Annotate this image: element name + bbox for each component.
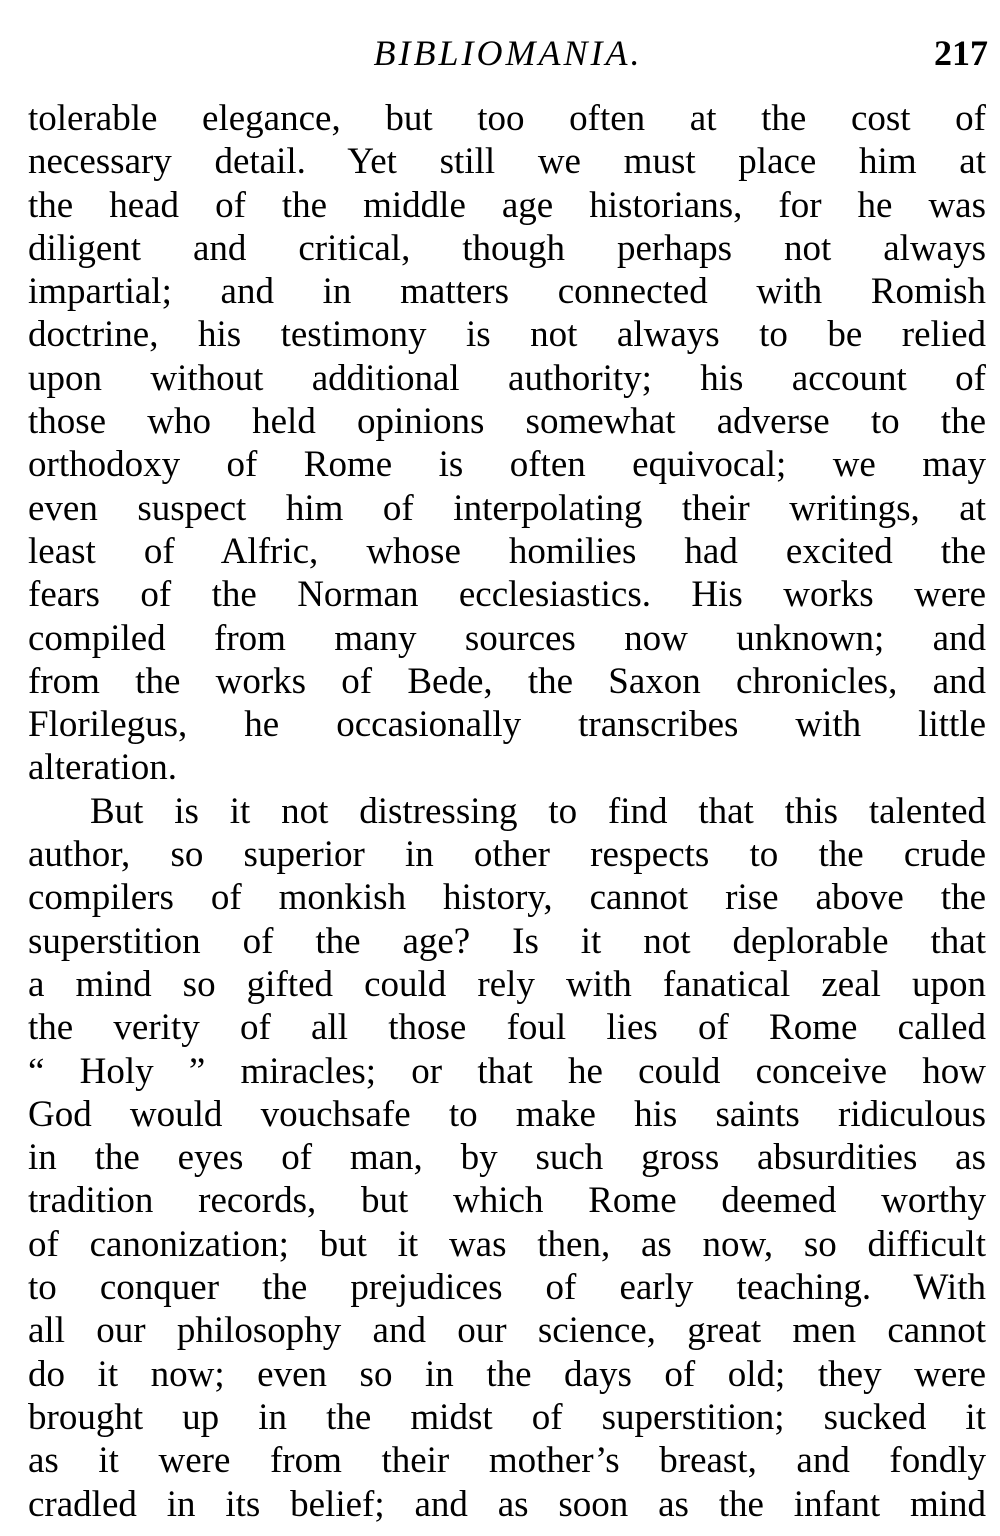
text-line: But is it not distressing to find that this talented <box>90 790 986 832</box>
text-line: orthodoxy of Rome is often equivocal; we may <box>28 444 986 486</box>
text-line: cradled in its belief; and as soon as the infant mind <box>28 1483 986 1525</box>
text-line: in the eyes of man, by such gross absurdities as <box>28 1137 986 1179</box>
page-number: 217 <box>934 33 988 73</box>
text-line: least of Alfric, whose homilies had excited the <box>28 530 986 572</box>
text-line: author, so superior in other respects to the crude <box>28 834 986 876</box>
body-text <box>28 97 986 1526</box>
text-line: alteration. <box>28 747 177 789</box>
text-line: Florilegus, he occasionally transcribes with little <box>28 704 986 746</box>
text-line: fears of the Norman ecclesiastics. His works were <box>28 574 986 616</box>
paragraph-2 <box>28 790 986 1526</box>
text-line: tradition records, but which Rome deemed worthy <box>28 1180 986 1222</box>
text-line: even suspect him of interpolating their writings, at <box>28 487 986 529</box>
paragraph-1 <box>28 97 986 790</box>
running-title: BIBLIOMANIA. <box>373 33 643 73</box>
text-line: compilers of monkish history, cannot rise above the <box>28 877 986 919</box>
text-line: as it were from their mother’s breast, and fondly <box>28 1440 986 1482</box>
running-head <box>28 28 988 78</box>
text-line: superstition of the age? Is it not deplorable that <box>28 920 986 962</box>
text-line: a mind so gifted could rely with fanatical zeal upon <box>28 963 986 1005</box>
text-line: God would vouchsafe to make his saints ridiculous <box>28 1093 986 1135</box>
text-line: do it now; even so in the days of old; they were <box>28 1353 986 1395</box>
text-line: compiled from many sources now unknown; and <box>28 617 986 659</box>
text-line: all our philosophy and our science, great men cannot <box>28 1310 986 1352</box>
text-line: those who held opinions somewhat adverse to the <box>28 401 986 443</box>
text-line: brought up in the midst of superstition; sucked it <box>28 1396 986 1438</box>
text-line: doctrine, his testimony is not always to be relied <box>28 314 986 356</box>
text-line: from the works of Bede, the Saxon chronicles, and <box>28 660 986 702</box>
text-line: upon without additional authority; his account of <box>28 357 986 399</box>
text-line: tolerable elegance, but too often at the cost of <box>28 98 986 139</box>
text-line: of canonization; but it was then, as now, so difficult <box>28 1223 986 1265</box>
text-line: diligent and critical, though perhaps not always <box>28 227 986 269</box>
text-line: “ Holy ” miracles; or that he could conceive how <box>28 1050 986 1092</box>
text-line: necessary detail. Yet still we must place him at <box>28 141 986 183</box>
text-line: the verity of all those foul lies of Rome called <box>28 1007 986 1049</box>
text-line: the head of the middle age historians, for he was <box>28 184 986 226</box>
text-line: impartial; and in matters connected with Romish <box>28 271 986 313</box>
text-line: to conquer the prejudices of early teaching. With <box>28 1267 986 1309</box>
